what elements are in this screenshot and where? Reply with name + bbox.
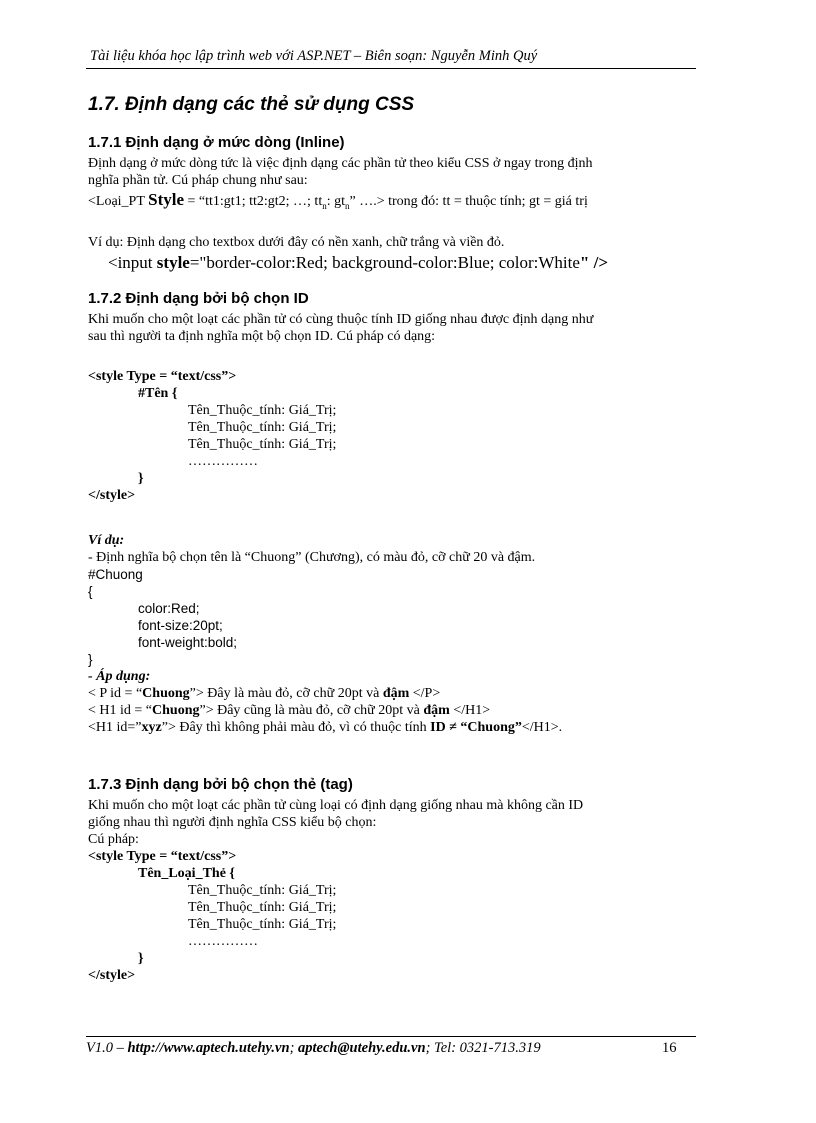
footer-website-link[interactable]: http://www.aptech.utehy.vn	[127, 1040, 290, 1056]
footer-phone: ; Tel: 0321-713.319	[425, 1040, 541, 1056]
subscript: n	[345, 200, 350, 211]
text-line: giống nhau thì người định nghĩa CSS kiểu bộ chọn:	[88, 815, 377, 830]
text-part: <H1 id=”	[88, 720, 142, 735]
text-line: Định dạng ở mức dòng tức là việc định dạng các phần tử theo kiểu CSS ở ngay trong định	[88, 156, 593, 171]
code-part: ="border-color:Red; background-color:Blue; color:White	[189, 253, 580, 272]
text-part: Chuong	[142, 686, 190, 701]
page-footer	[86, 1040, 666, 1057]
text-line: Khi muốn cho một loạt các phần tử cùng loại có định dạng giống nhau mà không cần ID	[88, 798, 584, 813]
syntax-part: = “tt1:gt1; tt2:gt2; …; tt	[184, 194, 323, 209]
syntax-part: <Loại_PT	[88, 194, 149, 209]
code-line: Tên_Thuộc_tính: Giá_Trị;	[188, 883, 337, 898]
page-header: Tài liệu khóa học lập trình web với ASP.NET – Biên soạn: Nguyễn Minh Quý	[90, 48, 538, 64]
code-line: Tên_Thuộc_tính: Giá_Trị;	[188, 403, 337, 418]
css-line: {	[88, 584, 93, 599]
css-line: color:Red;	[138, 601, 200, 616]
css-line: font-size:20pt;	[138, 618, 223, 633]
code-line: <style Type = “text/css”>	[88, 369, 237, 384]
syntax-keyword: Style	[148, 190, 185, 209]
id-syntax-block	[88, 368, 698, 504]
code-keyword: style	[156, 253, 190, 272]
code-line: Tên_Loại_Thẻ {	[138, 866, 235, 881]
text-part: </H1>	[449, 703, 491, 718]
footer-rule	[86, 1036, 696, 1037]
text-part: ”> Đây cũng là màu đỏ, cỡ chữ 20pt và	[199, 703, 424, 718]
text-line: sau thì người ta định nghĩa một bộ chọn ID. Cú pháp có dạng:	[88, 329, 436, 344]
text-part: Chuong	[152, 703, 200, 718]
code-line: ……………	[188, 454, 258, 469]
code-line: <style Type = “text/css”>	[88, 849, 237, 864]
code-line: Tên_Thuộc_tính: Giá_Trị;	[188, 437, 337, 452]
text-part: </P>	[409, 686, 441, 701]
footer-separator: ;	[289, 1040, 299, 1056]
apply-label: - Áp dụng:	[88, 669, 151, 684]
header-rule	[86, 68, 696, 69]
code-line: ……………	[188, 934, 258, 949]
code-line: }	[138, 951, 144, 966]
page-number: 16	[662, 1040, 677, 1056]
apply-line	[88, 719, 698, 736]
footer-email-link[interactable]: aptech@utehy.edu.vn	[298, 1040, 426, 1056]
text-part: < H1 id = “	[88, 703, 153, 718]
subscript: n	[322, 200, 327, 211]
css-line: font-weight:bold;	[138, 635, 238, 650]
code-line: </style>	[88, 488, 136, 503]
example-label: Ví dụ:	[88, 533, 125, 548]
text-part: ID ≠ “Chuong”	[430, 720, 522, 735]
example-code	[88, 254, 718, 271]
code-line: }	[138, 471, 144, 486]
subsection-title-inline: 1.7.1 Định dạng ở mức dòng (Inline)	[88, 134, 345, 151]
example-text: Ví dụ: Định dạng cho textbox dưới đây có nền xanh, chữ trắng và viền đỏ.	[88, 235, 505, 250]
text-part: xyz	[141, 720, 162, 735]
subsection-title-tag: 1.7.3 Định dạng bởi bộ chọn thẻ (tag)	[88, 776, 353, 793]
code-line: #Tên {	[138, 386, 178, 401]
code-line: Tên_Thuộc_tính: Giá_Trị;	[188, 917, 337, 932]
code-part: <input	[108, 253, 157, 272]
text-part: ”> Đây thì không phải màu đỏ, vì có thuộc tính	[161, 720, 431, 735]
syntax-part: ” ….> trong đó: tt = thuộc tính; gt = giá trị	[349, 194, 588, 209]
syntax-line	[88, 191, 698, 215]
paragraph	[88, 155, 698, 215]
text-part: đậm	[423, 703, 450, 718]
section-title: 1.7. Định dạng các thẻ sử dụng CSS	[88, 94, 415, 115]
code-line: </style>	[88, 968, 136, 983]
text-line: Khi muốn cho một loạt các phần tử có cùng thuộc tính ID giống nhau được định dạng như	[88, 312, 594, 327]
code-line: Tên_Thuộc_tính: Giá_Trị;	[188, 420, 337, 435]
text-part: </H1>.	[521, 720, 563, 735]
apply-line	[88, 702, 698, 719]
text-part: ”> Đây là màu đỏ, cỡ chữ 20pt và	[189, 686, 383, 701]
syntax-part: : gt	[326, 194, 345, 209]
example-block	[88, 532, 698, 736]
text-part: < P id = “	[88, 686, 143, 701]
text-line: nghĩa phần tử. Cú pháp chung như sau:	[88, 173, 308, 188]
css-line: }	[88, 652, 93, 667]
apply-line	[88, 685, 698, 702]
text-line: Cú pháp:	[88, 832, 139, 847]
footer-version: V1.0 –	[86, 1040, 128, 1056]
paragraph	[88, 797, 698, 984]
subsection-title-id: 1.7.2 Định dạng bởi bộ chọn ID	[88, 290, 309, 307]
text-part: đậm	[382, 686, 410, 701]
css-line: #Chuong	[88, 567, 143, 582]
code-part: " />	[579, 253, 609, 272]
text-line: - Định nghĩa bộ chọn tên là “Chuong” (Chương), có màu đỏ, cỡ chữ 20 và đậm.	[88, 550, 536, 565]
paragraph	[88, 311, 698, 345]
code-line: Tên_Thuộc_tính: Giá_Trị;	[188, 900, 337, 915]
